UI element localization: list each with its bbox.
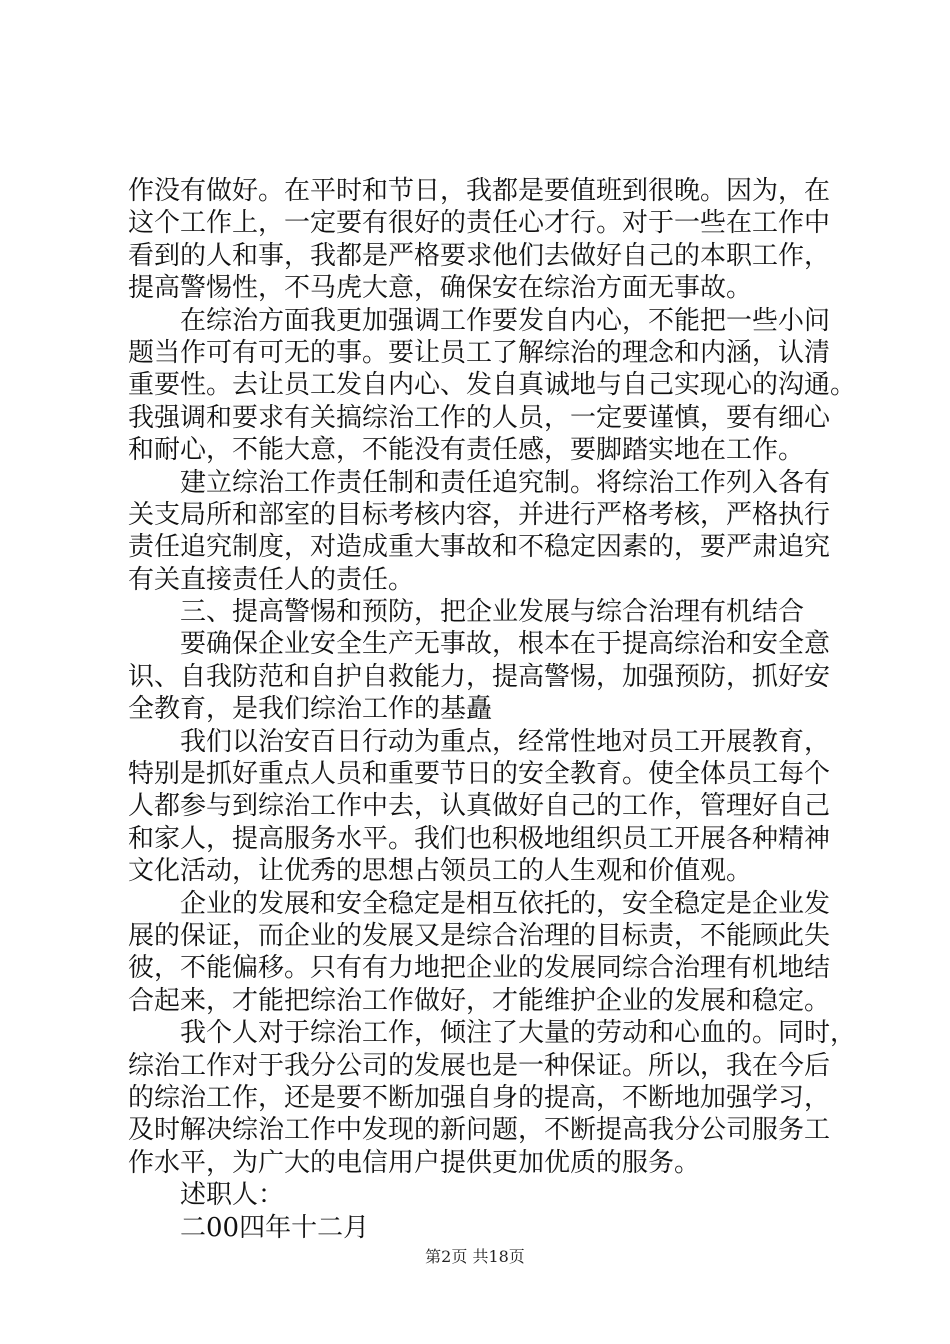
text-line: 责任追究制度，对造成重大事故和不稳定因素的，要严肃追究 [128, 532, 831, 563]
text-line: 合起来，才能把综治工作做好，才能维护企业的发展和稳定。 [128, 985, 831, 1016]
text-line: 重要性。去让员工发自内心、发自真诚地与自己实现心的沟通。 [128, 370, 857, 401]
text-line: 识、自我防范和自护自救能力，提高警惕，加强预防，抓好安 [128, 661, 831, 692]
paragraph-start-line: 企业的发展和安全稳定是相互依托的，安全稳定是企业发 [180, 888, 831, 919]
text-line: 文化活动，让优秀的思想占领员工的人生观和价值观。 [128, 856, 753, 887]
section-heading: 三、提高警惕和预防，把企业发展与综合治理有机结合 [180, 597, 805, 628]
paragraph-start-line: 我们以治安百日行动为重点，经常性地对员工开展教育， [180, 726, 831, 757]
document-date: 二00四年十二月 [180, 1212, 370, 1243]
text-line: 题当作可有可无的事。要让员工了解综治的理念和内涵，认清 [128, 337, 831, 368]
text-line: 和耐心，不能大意，不能没有责任感，要脚踏实地在工作。 [128, 435, 805, 466]
text-line: 综治工作对于我分公司的发展也是一种保证。所以，我在今后 [128, 1050, 831, 1081]
text-line: 特别是抓好重点人员和重要节日的安全教育。使全体员工每个 [128, 759, 831, 790]
text-line: 看到的人和事，我都是严格要求他们去做好自己的本职工作， [128, 240, 831, 271]
text-line: 作没有做好。在平时和节日，我都是要值班到很晚。因为，在 [128, 176, 831, 206]
text-line: 作水平，为广大的电信用户提供更加优质的服务。 [128, 1147, 701, 1178]
text-line: 关支局所和部室的目标考核内容，并进行严格考核，严格执行 [128, 499, 831, 530]
paragraph-start-line: 要确保企业安全生产无事故，根本在于提高综治和安全意 [180, 629, 831, 660]
text-line: 我强调和要求有关搞综治工作的人员，一定要谨慎，要有细心 [128, 402, 831, 433]
page-number: 第2页 共18页 [425, 1247, 525, 1266]
text-line: 提高警惕性，不马虎大意，确保安在综治方面无事故。 [128, 273, 753, 304]
text-line: 展的保证，而企业的发展又是综合治理的目标责，不能顾此失 [128, 920, 831, 951]
signature-label: 述职人： [180, 1180, 285, 1211]
text-line: 及时解决综治工作中发现的新问题，不断提高我分公司服务工 [128, 1115, 831, 1146]
paragraph-start-line: 在综治方面我更加强调工作要发自内心，不能把一些小问 [180, 305, 831, 336]
paragraph-start-line: 建立综治工作责任制和责任追究制。将综治工作列入各有 [180, 467, 831, 498]
text-line: 和家人，提高服务水平。我们也积极地组织员工开展各种精神 [128, 823, 831, 854]
text-line: 全教育，是我们综治工作的基矗 [128, 694, 493, 725]
text-line: 彼，不能偏移。只有有力地把企业的发展同综合治理有机地结 [128, 953, 831, 984]
text-line: 这个工作上，一定要有很好的责任心才行。对于一些在工作中 [128, 208, 831, 239]
text-line: 人都参与到综治工作中去，认真做好自己的工作，管理好自己 [128, 791, 831, 822]
paragraph-start-line: 我个人对于综治工作，倾注了大量的劳动和心血的。同时， [180, 1018, 857, 1049]
text-line: 有关直接责任人的责任。 [128, 564, 415, 595]
document-body [128, 175, 857, 1244]
text-line: 的综治工作，还是要不断加强自身的提高，不断地加强学习， [128, 1082, 831, 1113]
